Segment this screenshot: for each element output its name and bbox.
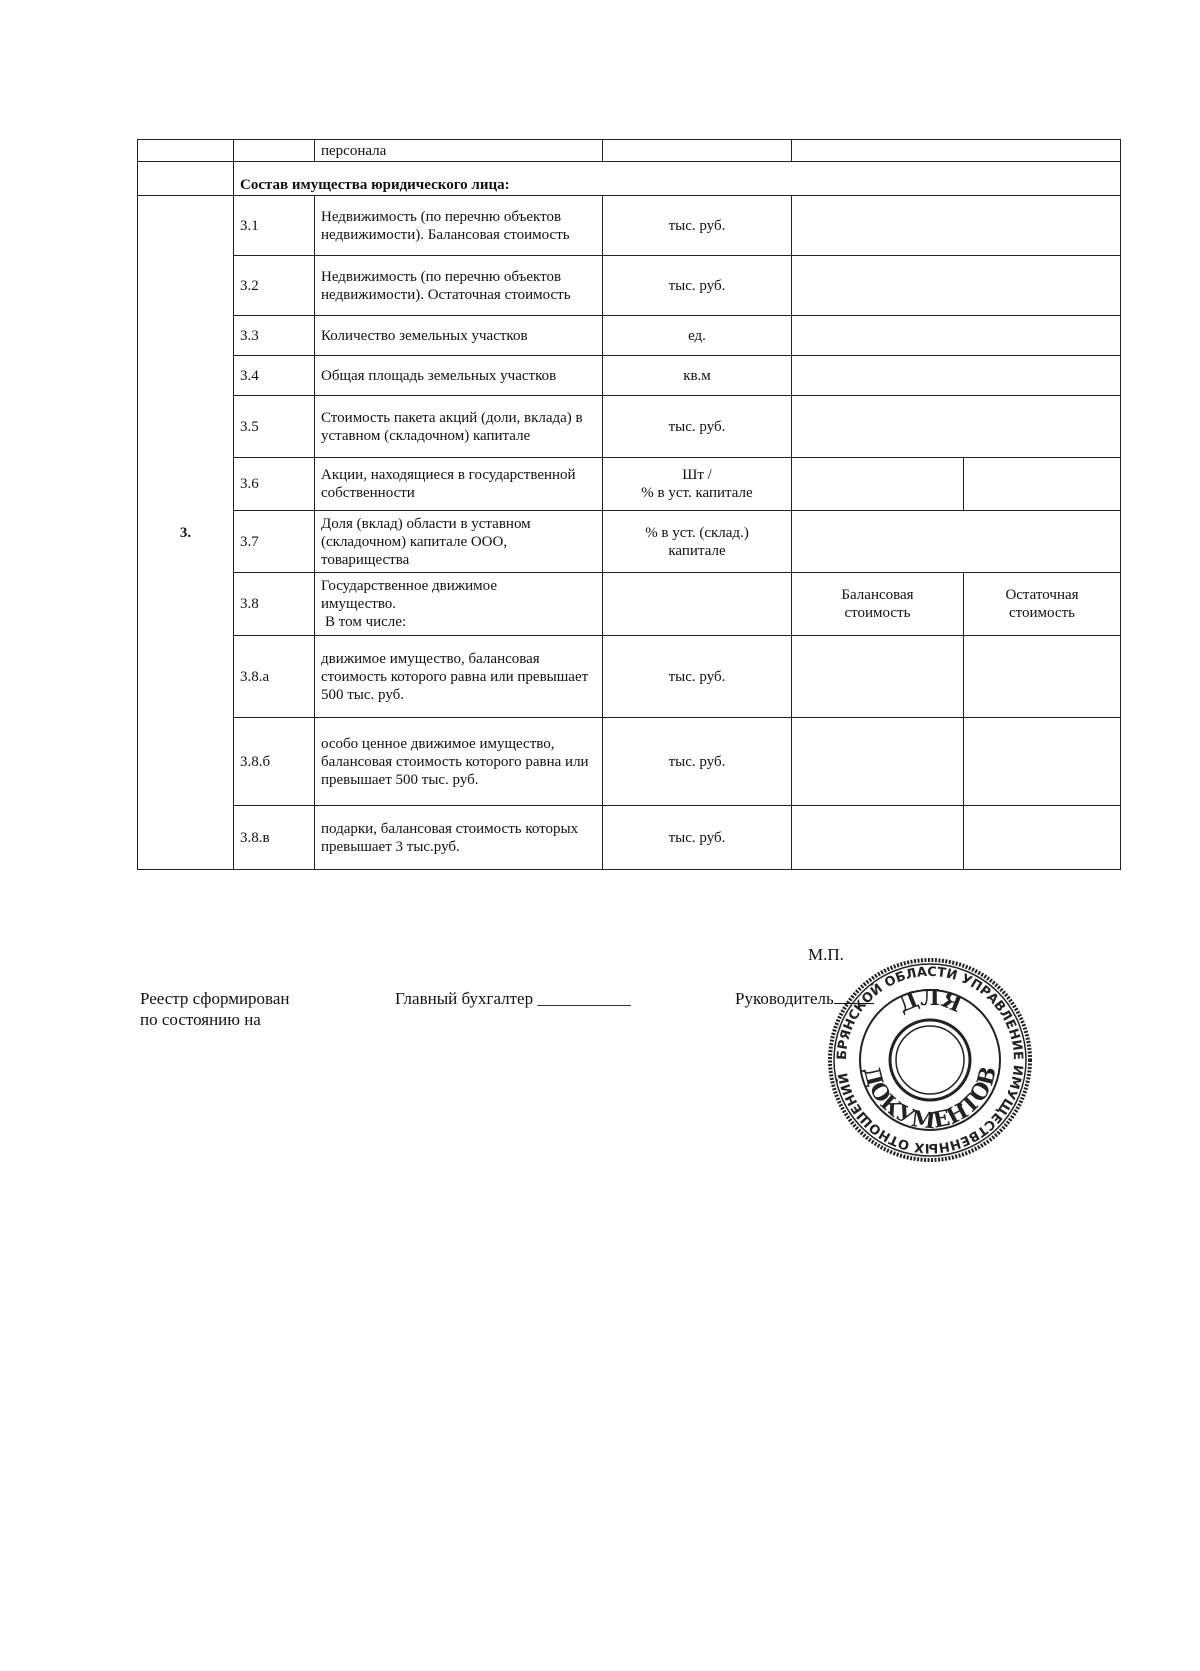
table-row <box>138 636 1121 718</box>
row-name: Недвижимость (по перечню объектов недвижимости). Балансовая стоимость <box>315 196 603 256</box>
value-cell <box>964 718 1121 806</box>
row-name: Количество земельных участков <box>315 316 603 356</box>
value-cell <box>792 718 964 806</box>
value-cell <box>792 356 1121 396</box>
row-name: особо ценное движимое имущество, балансовая стоимость которого равна или превышает 500 тыс. руб. <box>315 718 603 806</box>
table-row <box>138 718 1121 806</box>
registry-date-label: Реестр сформирован по состоянию на <box>140 989 290 1030</box>
chief-accountant-signature: Главный бухгалтер ___________ <box>395 989 631 1008</box>
row-name-line: В том числе: <box>325 614 407 630</box>
value-cell <box>964 458 1121 511</box>
row-name-line: имущество. <box>321 596 397 612</box>
row-number: 3.3 <box>234 316 315 356</box>
row-unit: тыс. руб. <box>603 396 792 458</box>
value-cell <box>792 256 1121 316</box>
value-cell <box>792 396 1121 458</box>
row-name: подарки, балансовая стоимость которых превышает 3 тыс.руб. <box>315 806 603 870</box>
value-cell <box>964 806 1121 870</box>
row-unit: тыс. руб. <box>603 718 792 806</box>
row-unit: ед. <box>603 316 792 356</box>
row-name: движимое имущество, балансовая стоимость которого равна или превышает 500 тыс. руб. <box>315 636 603 718</box>
row-name: Недвижимость (по перечню объектов недвижимости). Остаточная стоимость <box>315 256 603 316</box>
row-unit-line: % в уст. (склад.) <box>645 524 749 541</box>
value-cell <box>792 458 964 511</box>
section-title: Состав имущества юридического лица: <box>234 162 1121 196</box>
value-cell <box>792 511 1121 573</box>
value-cell <box>792 316 1121 356</box>
stamp-outer-text: БРЯНСКОЙ ОБЛАСТИ УПРАВЛЕНИЕ ИМУЩЕСТВЕННЫХ ОТНОШЕНИЙ <box>834 964 1026 1156</box>
row-number: 3.7 <box>234 511 315 573</box>
row-number: 3.5 <box>234 396 315 458</box>
balance-value-header: Балансовая стоимость <box>792 573 964 636</box>
seal-place-label: М.П. <box>808 945 844 964</box>
value-cell <box>964 636 1121 718</box>
value-cell <box>792 196 1121 256</box>
row-unit: тыс. руб. <box>603 256 792 316</box>
row-unit: тыс. руб. <box>603 636 792 718</box>
residual-value-header: Остаточная стоимость <box>964 573 1121 636</box>
table-row <box>138 196 1121 256</box>
row-unit: кв.м <box>603 356 792 396</box>
row-number: 3.1 <box>234 196 315 256</box>
table-row <box>138 316 1121 356</box>
svg-text:ДЛЯ <box>894 985 965 1018</box>
row-unit-line: Шт / <box>682 467 712 483</box>
official-seal-stamp <box>825 955 1035 1165</box>
table-row <box>138 256 1121 316</box>
row-unit-line: капитале <box>668 542 726 559</box>
table-row <box>138 511 1121 573</box>
row-name <box>315 573 603 636</box>
registry-table <box>137 139 1121 870</box>
table-row <box>138 573 1121 636</box>
row-name: персонала <box>315 140 603 162</box>
row-name-line: Государственное движимое <box>321 578 498 594</box>
row-number: 3.8.б <box>234 718 315 806</box>
value-cell <box>792 636 964 718</box>
row-name: Акции, находящиеся в государственной собственности <box>315 458 603 511</box>
table-row <box>138 458 1121 511</box>
row-number: 3.2 <box>234 256 315 316</box>
section-number: 3. <box>138 196 234 870</box>
row-number: 3.6 <box>234 458 315 511</box>
table-row <box>138 356 1121 396</box>
row-unit: тыс. руб. <box>603 196 792 256</box>
row-number: 3.8.в <box>234 806 315 870</box>
row-unit-line: % в уст. капитале <box>641 485 753 501</box>
stamp-inner-bottom: ДОКУМЕНТОВ <box>857 1063 1003 1135</box>
table-row <box>138 806 1121 870</box>
director-signature: Руководитель <box>735 988 874 1009</box>
row-unit <box>603 511 792 573</box>
row-unit <box>603 458 792 511</box>
row-number: 3.8.а <box>234 636 315 718</box>
value-cell <box>792 806 964 870</box>
row-name: Стоимость пакета акций (доли, вклада) в уставном (складочном) капитале <box>315 396 603 458</box>
row-number: 3.8 <box>234 573 315 636</box>
row-unit: тыс. руб. <box>603 806 792 870</box>
row-number: 3.4 <box>234 356 315 396</box>
table-row <box>138 396 1121 458</box>
section-header-row <box>138 162 1121 196</box>
table-row <box>138 140 1121 162</box>
row-name: Доля (вклад) области в уставном (складочном) капитале ООО, товарищества <box>315 511 603 573</box>
row-name: Общая площадь земельных участков <box>315 356 603 396</box>
stamp-inner-top: ДЛЯ <box>894 985 966 1019</box>
